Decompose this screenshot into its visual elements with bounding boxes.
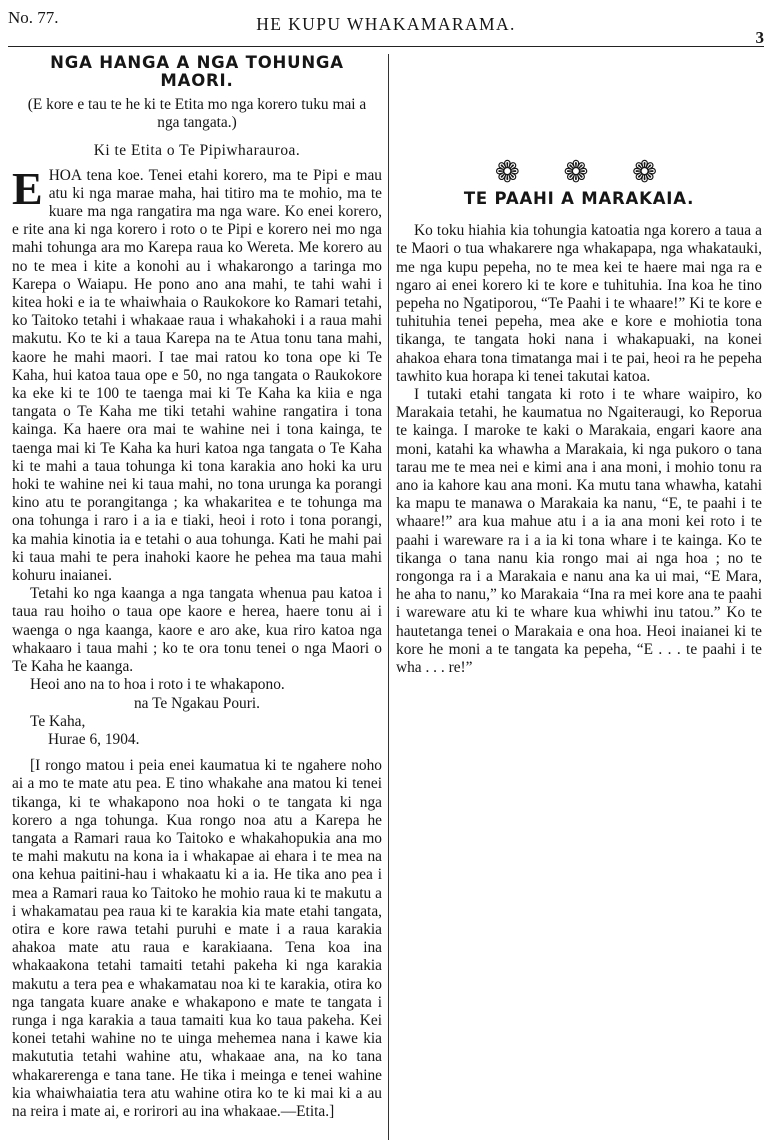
article1-title: NGA HANGA A NGA TOHUNGA MAORI. — [50, 54, 344, 90]
page-number: 3 — [755, 28, 764, 47]
article1-paragraph — [12, 162, 382, 586]
article1-closing: Heoi ano na to hoa i roto i te whakapono. — [30, 676, 285, 694]
editor-note: [I rongo matou i peia enei kaumatua ki te ngahere noho ai a mo te mate atu pea. E tino whakahe ana matou ki tenei tikanga, ki te whakapono noa hoki o te tangata ki nga korero a nga tohunga. Kua rongo noa atu a Karepa he tangata a Ramari raua ko Taitoko e whakahopukia ana mo te mahi makutu na kona ia i whakapae ai ehara i te mea na ona kehua paitini-hau i whakaatu ki a ia. He tika ano pea i mea a Ramari raua ko Taitoko he mohio raua ki te makutu a i whakamatau pea raua ki te karakia kia mate etahi tangata, otira e kore rawa tetahi puruhi e mate i a raua karakia ahakoa mate atu raua e karakiaana. Tena koa ina whakaakona tetahi tamaiti tetahi pakeha ki nga karakia makutu a tera pea e whakamatau noa ki te karakia, otira ko nga tangata kuare anake e whakapono e mate te tangata i runga i nga karakia a taua tamaiti kua ko taua pakeha. Kei konei tetahi wahine no te uinga mehemea nana i kawe kia makututia tetahi wahine atu, whakaae ana, na ko tana whakarerenga e tana tane. He tika i meinga e tenei wahine kia whaiwhaiatia tera atu wahine otira ko te ki mai ki a au na reira i mate ai, e rorirori au ina whakaae.—Etita.] — [12, 757, 382, 1120]
column-divider — [388, 54, 389, 1140]
article2-paragraph: Ko toku hiahia kia tohungia katoatia nga korero a taua a te Maori o tua whakarere nga whakapapa, nga whakatauki, me nga kupu pepeha, no te mea kei te haere mai nga ra e ngaro ai enei korero ki te kore e tuhituhia. Ina koa he tino pepeha no Ngatiporou, “Te Paahi i te whaare!” Ki te kore e tuhituhia tenei pepeha, mea ake e kore e mohiotia tona tikanga, te tangata hoki nana i whakapuaki, na konei ahakoa ehara tona timatanga mai i te pai, heoi ra he pepeha tawhito kua horapa ki tenei takutai katoa. — [396, 222, 762, 385]
left-column — [12, 54, 382, 1140]
article1-signature: na Te Ngakau Pouri. — [133, 694, 260, 712]
section-ornament: ❁ ❁ ❁ — [494, 156, 676, 189]
right-column — [396, 54, 762, 1140]
newspaper-title: HE KUPU WHAKAMARAMA. — [256, 14, 516, 34]
editor-note-continued-space — [396, 54, 762, 154]
article1-byline: Ki te Etita o Te Pipiwharauroa. — [93, 142, 301, 160]
article2-paragraph: I tutaki etahi tangata ki roto i te whare waipiro, ko Marakaia tetahi, he kaumatua no Ngaiteraugi, ko Reporua te kainga. I maroke te kaki o Marakaia, engari kaore ana moni, katahi ka whawha a Marakaia, ki nga pukoro o tana tarau me te mea nei e kimi ana i ana moni, i mohio tonu ra ano ia kahore kau ana moni. Ka mutu tana whawha, katahi ka mapu te manawa o Marakaia ka nanu, “E, te paahi i te whaare!” ara kua mahue atu i a ia ana moni kei roto i te paahi i wareware ra i a ia ki tona whare i te kainga. Ko te tikanga o tana nanu kia rongo mai ai nga hoa ; no te rongonga ra i a Marakaia e nanu ana ka ui mai, “E Mara, he aha to nanu,” ko Marakaia “Ina ra mei kore ana te paahi i wareware atu ki te whare kua whiwhi inu tatou.” Ko te hautetanga tenei o Marakaia e ona hoa. Heoi inaianei ki te kore he moni a te tangata ka pepeha, “E . . . te paahi i te wha . . . re!” — [396, 386, 762, 677]
article1-subtitle: (E kore e tau te he ki te Etita mo nga korero tuku mai a nga tangata.) — [27, 96, 367, 132]
article1-paragraph: Tetahi ko nga kaanga a nga tangata whenua pau katoa i taua rau hoiho o taua ope kaore e herea, haere tonu ai i waenga o nga kaanga, kaore e aro ake, kua riro katoa nga whakaaro i taua mahi ; ko te ora tonu tenei o nga Maori o Te Kaha he kaanga. — [12, 585, 382, 676]
article1-place: Te Kaha, — [30, 712, 86, 730]
page-header — [8, 6, 764, 47]
article1-date: Hurae 6, 1904. — [48, 730, 140, 748]
issue-number: No. 77. — [8, 8, 59, 27]
article2-title: TE PAAHI A MARAKAIA. — [463, 189, 695, 209]
drop-cap: E — [12, 162, 43, 214]
article1-p1-text: HOA tena koe. Tenei etahi korero, ma te Pipi e mau atu ki nga marae maha, hai titiro ma te mohio, ma te kuare ma nga rangatira ma nga ware. Ko enei korero, e rite ana ki nga korero i roto o te Pipi e korero nei mo nga mahi tohunga ara mo Karepa raua ko Wereta. Me korero au no te mea i kite a konohi au i whakarongo a taringa mo Karepa o Waiapu. He pono ano ana mahi, te tahi wahi i kitea hoki e ia te whaiwhaia o Raukokore ko Ramari tetahi, ko Taitoko tetahi i whakaae raua i whakahoki i a raua mahi makutu. Ko te ki a taua Karepa na te Atua tonu tana mahi, kaore he mahi maori. I tae mai ratou ko tona ope ki Te Kaha, hui katoa taua ope e 50, no nga tangata o Raukokore ka eke ki te 100 te taenga mai ki Te Kaha ka kiia e nga tangata o Te Kaha me tiki tetahi wahine rangatira i tona kainga. Ka haere ora mai te wahine nei i tona kainga, te taenga mai ki Te Kaha ka huri katoa nga tangata o Te Kaha ki te mahi a taua tohunga ki tona karakia ano hoki ka uru hoki te wahine nei ki taua mahi, no tona urunga ka porangi kino atu te porangitanga ; ka whakaritea e te tohunga ma ona tohunga i raro i a ia e tiaki, heoi i roto i tona porangi, ka mahia kinotia ia e tetahi o aua tohunga. Kati he mahi pai ki taua mahi te pera inahoki kaore he pehea ma taua mahi kohuru inaianei. — [12, 166, 382, 585]
